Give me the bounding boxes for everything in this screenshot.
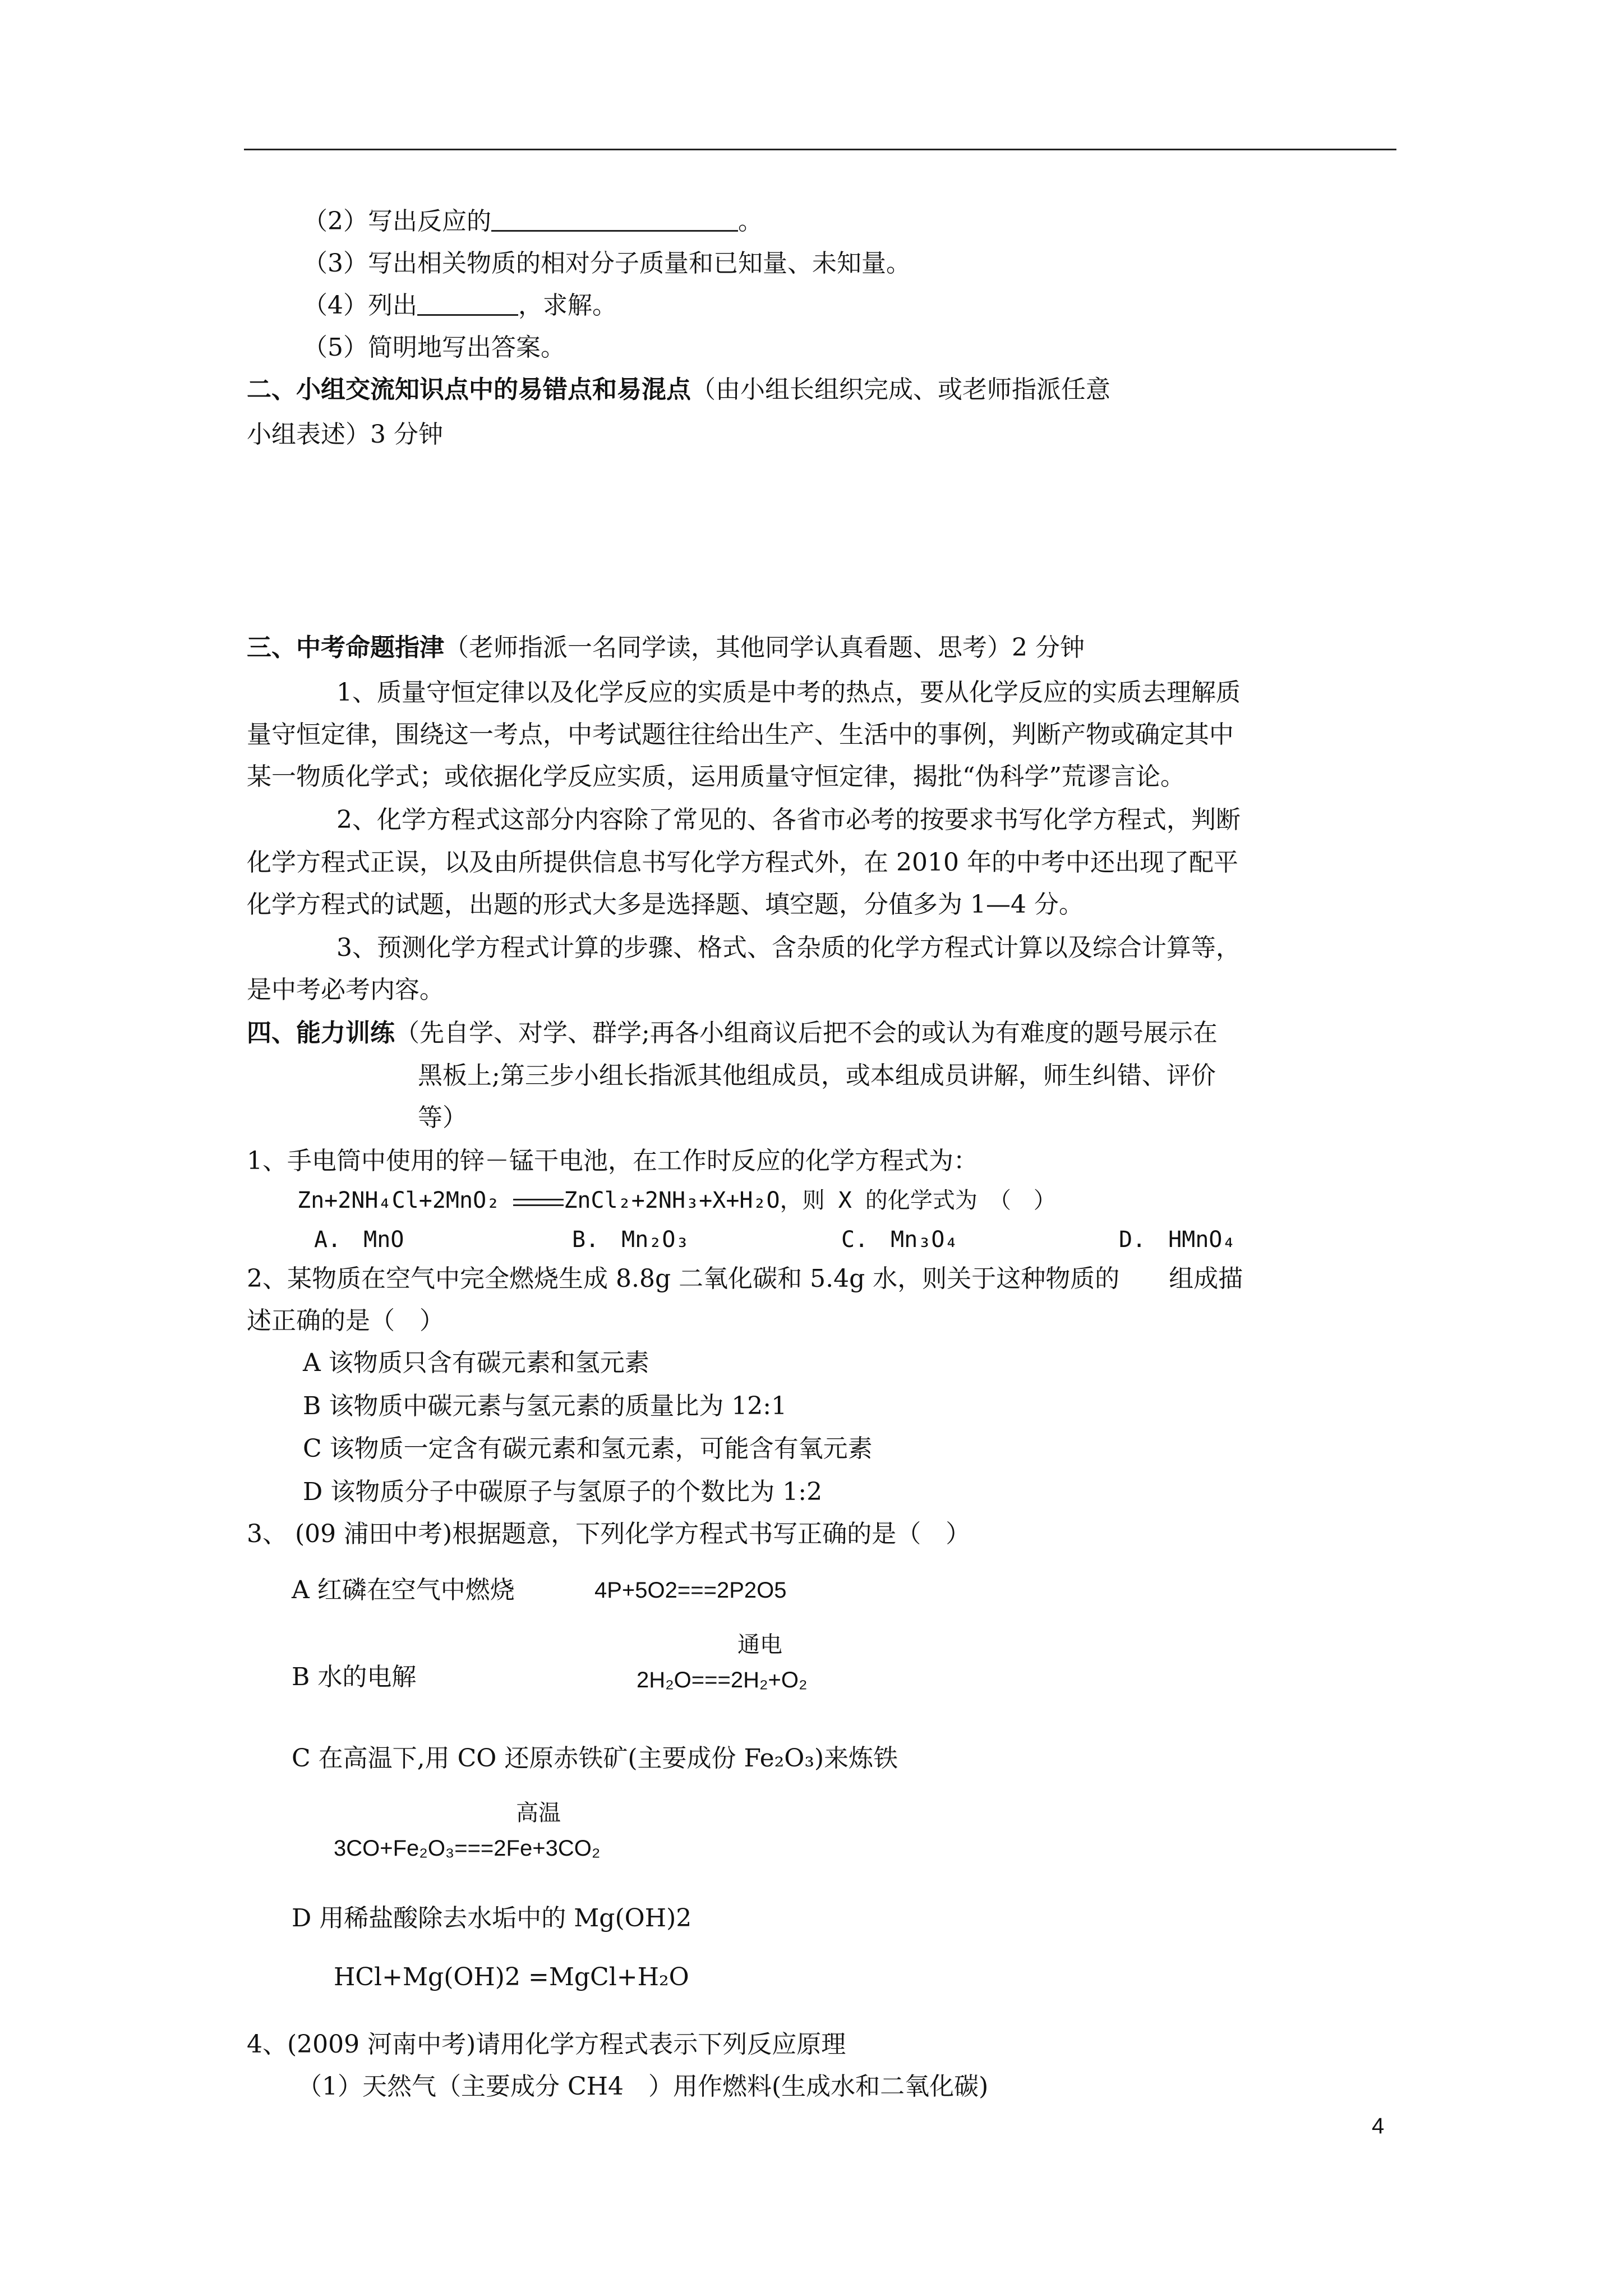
q1-option-d: D. HMnO₄ — [1119, 1227, 1236, 1253]
sec3-p2-l2: 化学方程式正误，以及由所提供信息书写化学方程式外，在 2010 年的中考中还出现了配平 — [247, 848, 1238, 877]
section-4-note-3: 等） — [418, 1103, 467, 1132]
section-3-heading: 三、中考命题指津 — [247, 633, 444, 662]
sec3-p2-l3: 化学方程式的试题，出题的形式大多是选择题、填空题，分值多为 1—4 分。 — [247, 890, 1083, 919]
section-2-note: （由小组长组织完成、或老师指派任意 — [691, 375, 1110, 404]
section-4-note-2: 黑板上;第三步小组长指派其他组成员，或本组成员讲解，师生纠错、评价 — [418, 1061, 1216, 1090]
q2-stem-1: 2、某物质在空气中完全燃烧生成 8.8g 二氧化碳和 5.4g 水，则关于这种物质的 组成描 — [247, 1264, 1243, 1293]
q1-equation — [297, 1184, 1056, 1217]
q3-stem: 3、 (09 浦田中考)根据题意，下列化学方程式书写正确的是（ ） — [247, 1520, 971, 1548]
section-2-line1 — [247, 373, 1110, 407]
step-4 — [303, 289, 617, 323]
step-2-text: （2）写出反应的 — [303, 207, 491, 236]
q2-option-b: B 该物质中碳元素与氢元素的质量比为 12:1 — [303, 1392, 787, 1420]
q1-eq-right: ZnCl₂+2NH₃+X+H₂O，则 X 的化学式为 （ ） — [564, 1188, 1056, 1213]
q3-c-label: C 在高温下,用 CO 还原赤铁矿(主要成份 Fe₂O₃)来炼铁 — [292, 1744, 898, 1773]
step-2-blank — [491, 208, 738, 232]
sec3-p3-l1: 3、预测化学方程式计算的步骤、格式、含杂质的化学方程式计算以及综合计算等， — [336, 933, 1241, 962]
q3-a-equation: 4P+5O2===2P2O5 — [594, 1578, 787, 1603]
q2-option-d: D 该物质分子中碳原子与氢原子的个数比为 1:2 — [303, 1478, 823, 1506]
sec3-p1-l1: 1、质量守恒定律以及化学反应的实质是中考的热点，要从化学反应的实质去理解质 — [336, 678, 1241, 707]
step-4-blank — [417, 292, 518, 316]
q4-stem: 4、(2009 河南中考)请用化学方程式表示下列反应原理 — [247, 2030, 846, 2059]
step-2 — [303, 205, 763, 238]
step-4-text: （4）列出 — [303, 291, 417, 320]
q1-option-b: B. Mn₂O₃ — [572, 1227, 689, 1253]
header-rule — [244, 149, 1396, 150]
q2-stem-2: 述正确的是（ ） — [247, 1306, 444, 1335]
q3-b-equation: 2H₂O===2H₂+O₂ — [637, 1668, 808, 1692]
step-2-end: 。 — [738, 207, 763, 236]
section-4-heading: 四、能力训练 — [247, 1019, 395, 1047]
section-3-line — [247, 631, 1085, 665]
q1-eq-sign — [513, 1193, 564, 1210]
q2-option-c: C 该物质一定含有碳元素和氢元素，可能含有氧元素 — [303, 1434, 873, 1463]
q3-d-equation: HCl+Mg(OH)2 =MgCl+H₂O — [334, 1963, 689, 1991]
q3-b-label: B 水的电解 — [292, 1663, 417, 1691]
section-3-note: （老师指派一名同学读，其他同学认真看题、思考）2 分钟 — [444, 633, 1085, 662]
sec3-p3-l2: 是中考必考内容。 — [247, 976, 444, 1004]
q1-option-c: C. Mn₃O₄ — [841, 1227, 958, 1253]
step-4-end: ，求解。 — [518, 291, 617, 320]
q4-sub-1: （1）天然气（主要成分 CH4 ）用作燃料(生成水和二氧化碳) — [297, 2072, 989, 2101]
q3-c-condition: 高温 — [516, 1800, 561, 1826]
page-number: 4 — [1372, 2114, 1385, 2138]
sec3-p1-l2: 量守恒定律，围绕这一考点，中考试题往往给出生产、生活中的事例，判断产物或确定其中 — [247, 720, 1234, 749]
section-2-heading: 二、小组交流知识点中的易错点和易混点 — [247, 375, 691, 404]
q3-d-label: D 用稀盐酸除去水垢中的 Mg(OH)2 — [292, 1904, 692, 1932]
section-4-note-1: （先自学、对学、群学;再各小组商议后把不会的或认为有难度的题号展示在 — [395, 1019, 1218, 1047]
step-5: （5）简明地写出答案。 — [303, 333, 565, 362]
q1-stem: 1、手电筒中使用的锌－锰干电池，在工作时反应的化学方程式为： — [247, 1147, 978, 1175]
q3-a-label: A 红磷在空气中燃烧 — [292, 1576, 515, 1604]
section-4-line1 — [247, 1016, 1218, 1050]
q3-b-condition: 通电 — [737, 1632, 782, 1658]
section-2-line2: 小组表述）3 分钟 — [247, 420, 443, 449]
q1-eq-left: Zn+2NH₄Cl+2MnO₂ — [297, 1188, 500, 1213]
q2-option-a: A 该物质只含有碳元素和氢元素 — [303, 1349, 649, 1377]
step-3: （3）写出相关物质的相对分子质量和已知量、未知量。 — [303, 249, 911, 278]
q3-c-equation: 3CO+Fe₂O₃===2Fe+3CO₂ — [334, 1836, 601, 1861]
sec3-p2-l1: 2、化学方程式这部分内容除了常见的、各省市必考的按要求书写化学方程式，判断 — [336, 806, 1241, 834]
q1-option-a: A. MnO — [314, 1227, 404, 1253]
sec3-p1-l3: 某一物质化学式；或依据化学反应实质，运用质量守恒定律，揭批“伪科学”荒谬言论。 — [247, 762, 1185, 791]
